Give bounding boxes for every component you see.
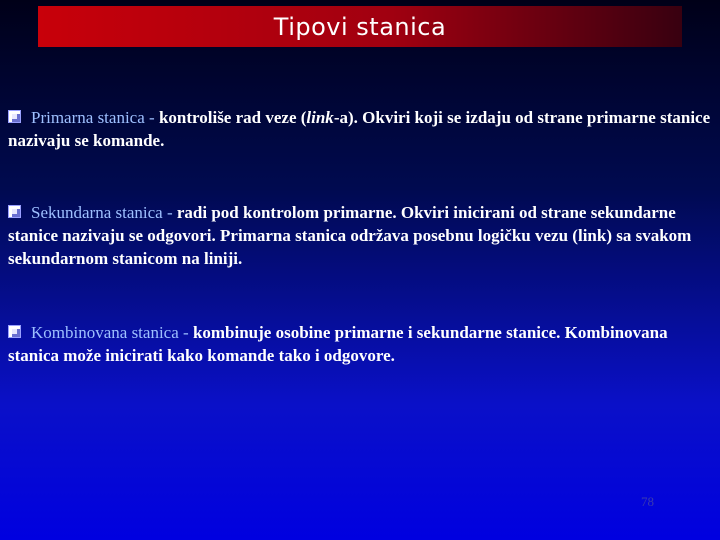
- title-bar: [38, 6, 682, 47]
- bullet-text: radi pod kontrolom primarne. Okviri inicirani od strane sekundarne stanice nazivaju se odgovori. Primarna stanica održava posebnu logičku vezu (link) sa svakom sekundarnom stanicom na liniji.: [8, 203, 692, 268]
- bullet-text-continued: -a). Okviri koji se izdaju od strane primarne stanice nazivaju se komande.: [8, 108, 711, 150]
- page-number: 78: [641, 494, 654, 509]
- checkbox-bullet-icon: [8, 325, 21, 338]
- bullet-separator: -: [162, 203, 177, 222]
- checkbox-bullet-icon: [8, 205, 21, 218]
- bullet-separator: -: [178, 323, 193, 342]
- bullet-kombinovana: [8, 321, 713, 367]
- bullet-sekundarna: [8, 201, 713, 270]
- bullet-text: kontroliše rad veze (: [158, 108, 307, 127]
- bullet-separator: -: [144, 108, 159, 127]
- slide-title: Tipovi stanica: [273, 12, 447, 41]
- bullet-term: Kombinovana stanica: [31, 323, 179, 342]
- bullet-term: Primarna stanica: [31, 108, 145, 127]
- checkbox-bullet-icon: [8, 110, 21, 123]
- bullet-text: kombinuje osobine primarne i sekundarne stanice. Kombinovana stanica može inicirati kako komande tako i odgovore.: [8, 323, 668, 365]
- bullet-primarna: [8, 106, 713, 152]
- bullet-term: Sekundarna stanica: [31, 203, 163, 222]
- bullet-italic-term: link: [306, 108, 334, 127]
